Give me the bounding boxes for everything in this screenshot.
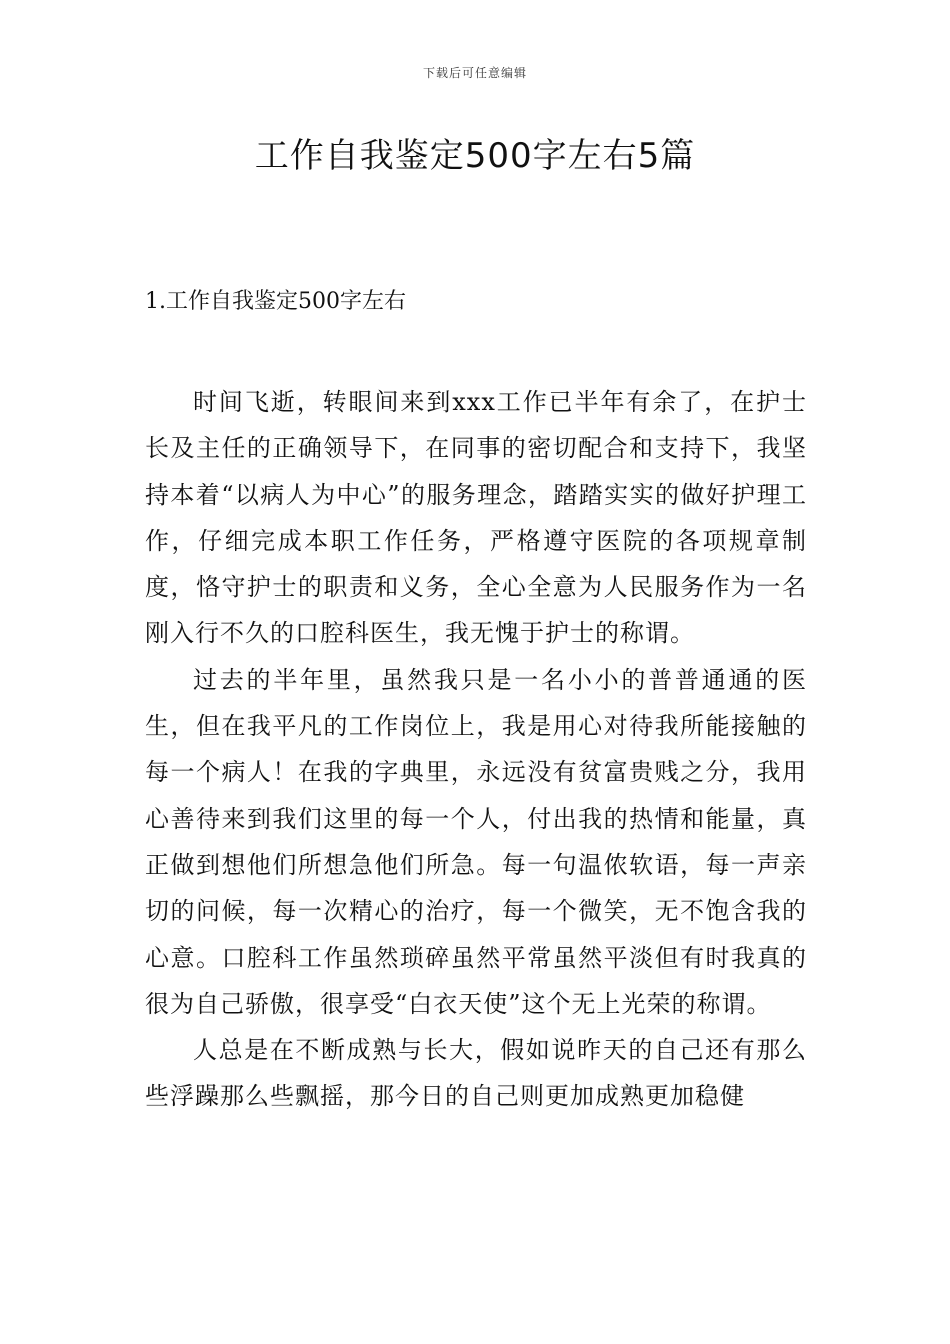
- body-text: [145, 379, 807, 1120]
- paragraph-3: 人总是在不断成熟与长大，假如说昨天的自己还有那么些浮躁那么些飘摇，那今日的自己则更加成熟更加稳健: [145, 1036, 807, 1111]
- section-heading: 1.工作自我鉴定500字左右: [145, 289, 406, 314]
- header-note: 下载后可任意编辑: [422, 66, 527, 80]
- paragraph-2: 过去的半年里，虽然我只是一名小小的普普通通的医生，但在我平凡的工作岗位上，我是用心对待我所能接触的每一个病人！在我的字典里，永远没有贫富贵贱之分，我用心善待来到我们这里的每一个人，付出我的热情和能量，真正做到想他们所想急他们所急。每一句温侬软语，每一声亲切的问候，每一次精心的治疗，每一个微笑，无不饱含我的心意。口腔科工作虽然琐碎虽然平常虽然平淡但有时我真的很为自己骄傲，很享受“白衣天使”这个无上光荣的称谓。: [145, 665, 807, 1018]
- document-title: 工作自我鉴定500字左右5篇: [254, 136, 696, 176]
- paragraph-1: 时间飞逝，转眼间来到xxx工作已半年有余了，在护士长及主任的正确领导下，在同事的密切配合和支持下，我坚持本着“以病人为中心”的服务理念，踏踏实实的做好护理工作，仔细完成本职工作任务，严格遵守医院的各项规章制度，恪守护士的职责和义务，全心全意为人民服务作为一名刚入行不久的口腔科医生，我无愧于护士的称谓。: [145, 388, 807, 648]
